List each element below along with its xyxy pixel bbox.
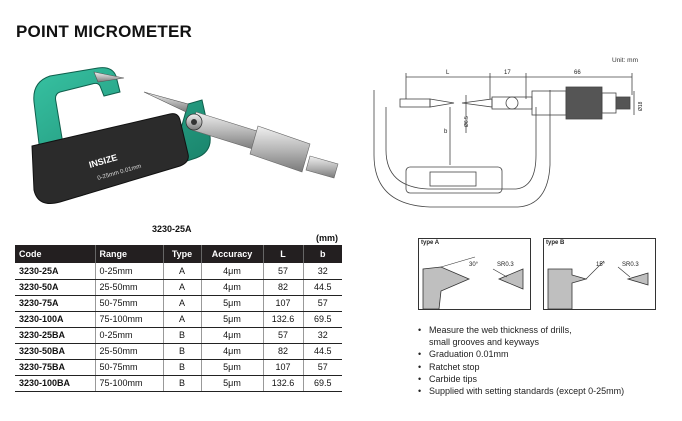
dim-d18: Ø18 xyxy=(638,101,644,111)
cell-range: 25-50mm xyxy=(95,279,163,295)
cell-b: 57 xyxy=(303,295,342,311)
cell-type: B xyxy=(163,343,201,359)
tip-b-radius: SR0.3 xyxy=(622,262,639,268)
cell-b: 32 xyxy=(303,327,342,343)
cell-type: B xyxy=(163,327,201,343)
spindle-point xyxy=(144,92,188,112)
tip-a-angle: 30° xyxy=(469,262,479,268)
thimble xyxy=(250,126,310,172)
tip-a-label: type A xyxy=(421,240,440,246)
table-unit: (mm) xyxy=(316,233,338,243)
table-row xyxy=(15,327,342,343)
feature-item: • Supplied with setting standards (except 0-25mm) xyxy=(418,385,624,397)
cell-accuracy: 4μm xyxy=(201,327,263,343)
cell-accuracy: 4μm xyxy=(201,279,263,295)
tip-b-label: type B xyxy=(546,240,565,246)
cell-b: 69.5 xyxy=(303,375,342,391)
header-l: L xyxy=(263,245,303,263)
table-row xyxy=(15,263,342,279)
feature-item: • Ratchet stop xyxy=(418,361,624,373)
table-row xyxy=(15,295,342,311)
header-code: Code xyxy=(15,245,95,263)
feature-item-continued: small grooves and keyways xyxy=(429,337,540,348)
dim-b: b xyxy=(444,129,448,135)
ratchet xyxy=(306,156,338,178)
cell-l: 132.6 xyxy=(263,375,303,391)
cell-b: 69.5 xyxy=(303,311,342,327)
cell-l: 107 xyxy=(263,295,303,311)
page-title: POINT MICROMETER xyxy=(16,22,193,41)
cell-code: 3230-75BA xyxy=(15,359,95,375)
cell-code: 3230-50BA xyxy=(15,343,95,359)
cell-type: A xyxy=(163,279,201,295)
table-row xyxy=(15,343,342,359)
cell-type: B xyxy=(163,375,201,391)
table-row xyxy=(15,279,342,295)
table-row xyxy=(15,359,342,375)
tip-a-drawing xyxy=(419,239,532,311)
feature-item: • Graduation 0.01mm xyxy=(418,348,624,360)
cell-range: 25-50mm xyxy=(95,343,163,359)
technical-drawing xyxy=(370,55,670,220)
cell-b: 44.5 xyxy=(303,343,342,359)
cell-range: 0-25mm xyxy=(95,327,163,343)
cell-accuracy: 5μm xyxy=(201,311,263,327)
header-b: b xyxy=(303,245,342,263)
tip-type-b-diagram xyxy=(543,238,656,310)
unit-note: Unit: mm xyxy=(612,57,638,64)
tip-type-a-diagram xyxy=(418,238,531,310)
cell-accuracy: 5μm xyxy=(201,375,263,391)
cell-range: 0-25mm xyxy=(95,263,163,279)
cell-accuracy: 4μm xyxy=(201,263,263,279)
cell-range: 75-100mm xyxy=(95,311,163,327)
table-row xyxy=(15,375,342,391)
cell-range: 50-75mm xyxy=(95,295,163,311)
cell-code: 3230-75A xyxy=(15,295,95,311)
cell-code: 3230-25A xyxy=(15,263,95,279)
cell-b: 57 xyxy=(303,359,342,375)
cell-type: A xyxy=(163,263,201,279)
header-accuracy: Accuracy xyxy=(201,245,263,263)
cell-l: 82 xyxy=(263,343,303,359)
dim-L: L xyxy=(446,70,450,76)
drawing-frame xyxy=(374,90,550,207)
cell-l: 57 xyxy=(263,327,303,343)
cell-code: 3230-100BA xyxy=(15,375,95,391)
feature-list xyxy=(418,324,624,397)
photo-caption: 3230-25A xyxy=(152,224,192,234)
dim-d65: Ø6.5 xyxy=(464,116,470,127)
cell-code: 3230-25BA xyxy=(15,327,95,343)
cell-code: 3230-100A xyxy=(15,311,95,327)
cell-l: 107 xyxy=(263,359,303,375)
dim-66: 66 xyxy=(574,70,581,76)
table-row xyxy=(15,311,342,327)
header-type: Type xyxy=(163,245,201,263)
tip-b-drawing xyxy=(544,239,657,311)
cell-code: 3230-50A xyxy=(15,279,95,295)
dim-17: 17 xyxy=(504,70,511,76)
cell-l: 82 xyxy=(263,279,303,295)
cell-accuracy: 5μm xyxy=(201,295,263,311)
feature-item: • Carbide tips xyxy=(418,373,624,385)
grip-text: 0-25mm 0.01mm xyxy=(96,163,143,182)
table-header-row xyxy=(15,245,342,263)
header-range: Range xyxy=(95,245,163,263)
grip-brand: INSIZE xyxy=(87,152,119,170)
micrometer-photo xyxy=(20,62,360,222)
feature-item: • Measure the web thickness of drills, xyxy=(418,324,624,336)
cell-type: B xyxy=(163,359,201,375)
cell-range: 50-75mm xyxy=(95,359,163,375)
cell-b: 44.5 xyxy=(303,279,342,295)
cell-type: A xyxy=(163,295,201,311)
tip-b-angle: 15° xyxy=(596,262,606,268)
cell-b: 32 xyxy=(303,263,342,279)
cell-type: A xyxy=(163,311,201,327)
cell-accuracy: 4μm xyxy=(201,343,263,359)
spec-table xyxy=(15,245,342,392)
tip-a-radius: SR0.3 xyxy=(497,262,514,268)
cell-accuracy: 5μm xyxy=(201,359,263,375)
cell-l: 132.6 xyxy=(263,311,303,327)
cell-range: 75-100mm xyxy=(95,375,163,391)
cell-l: 57 xyxy=(263,263,303,279)
